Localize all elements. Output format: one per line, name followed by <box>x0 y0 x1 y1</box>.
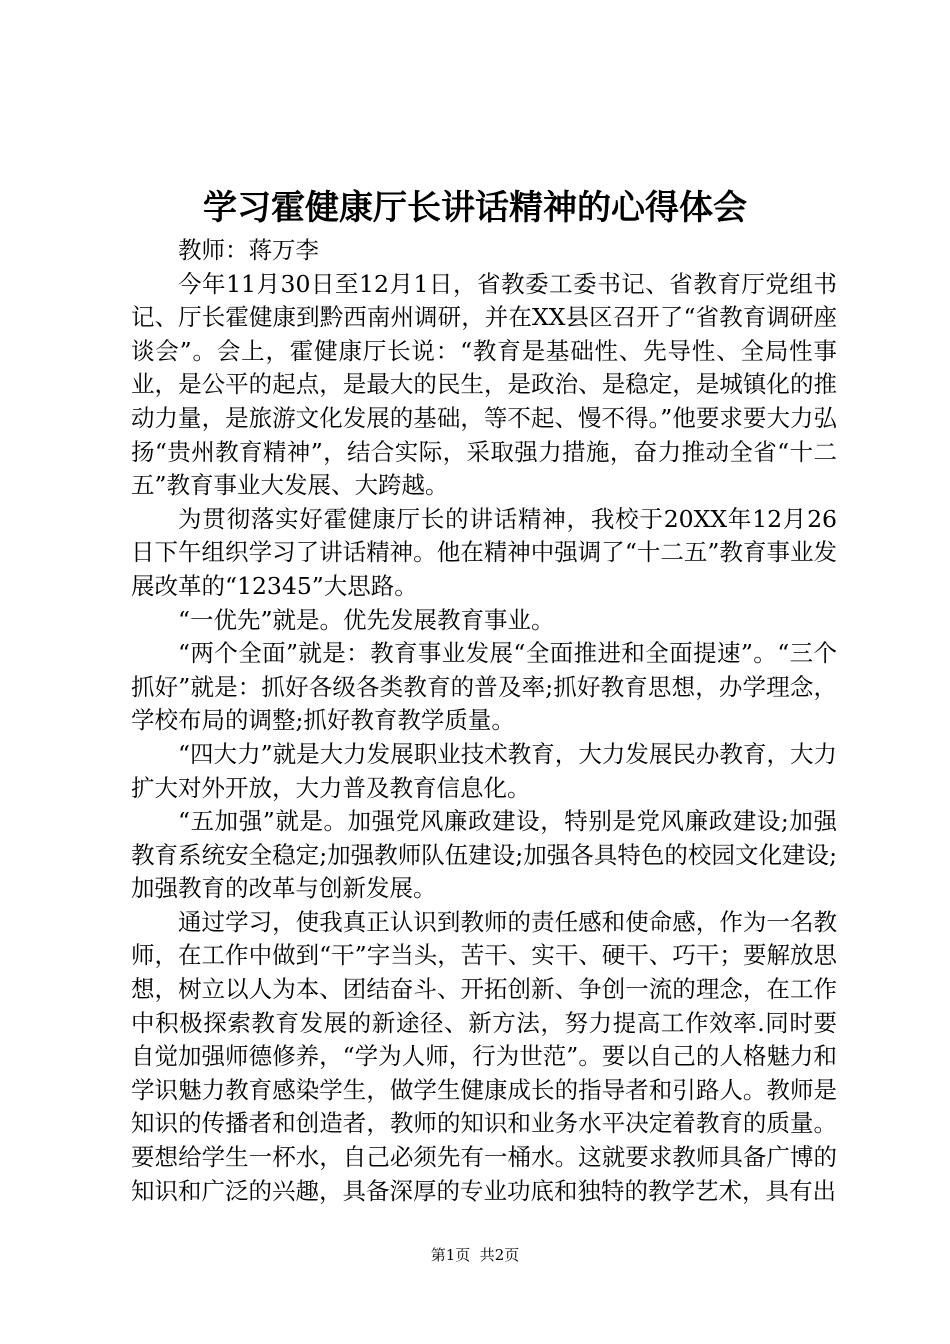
paragraph-3: “一优先”就是。优先发展教育事业。 <box>178 605 555 634</box>
paragraph-6: “五加强”就是。加强党风廉政建设，特别是党风廉政建设;加强教育系统安全稳定;加强教师队伍建设;加强各具特色的校园文化建设;加强教育的改革与创新发展。 <box>131 807 837 903</box>
document-title: 学习霍健康厅长讲话精神的心得体会 <box>203 188 747 228</box>
document-body <box>131 234 837 1208</box>
paragraph-4: “两个全面”就是：教育事业发展“全面推进和全面提速”。“三个抓好”就是：抓好各级各类教育的普及率;抓好教育思想，办学理念，学校布局的调整;抓好教育教学质量。 <box>131 639 837 735</box>
paragraph-7: 通过学习，使我真正认识到教师的责任感和使命感，作为一名教师，在工作中做到“干”字当头，苦干、实干、硬干、巧干；要解放思想，树立以人为本、团结奋斗、开拓创新、争创一流的理念，在工作中积极探索教育发展的新途径、新方法，努力提高工作效率.同时要自觉加强师德修养，“学为人师，行为世范”。要以自己的人格魅力和学识魅力教育感染学生，做学生健康成长的指导者和引路人。教师是知识的传播者和创造者，教师的知识和业务水平决定着教育的质量。要想给学生一杯水，自己必须先有一桶水。这就要求教师具备广博的知识和广泛的兴趣，具备深厚的专业功底和独特的教学艺术，具有出 <box>131 907 837 1205</box>
paragraph-2: 为贯彻落实好霍健康厅长的讲话精神，我校于20XX年12月26日下午组织学习了讲话精神。他在精神中强调了“十二五”教育事业发展改革的“12345”大思路。 <box>131 504 837 600</box>
author-line: 教师：蒋万李 <box>178 236 319 264</box>
paragraph-5: “四大力”就是大力发展职业技术教育，大力发展民办教育，大力扩大对外开放，大力普及教育信息化。 <box>131 739 837 802</box>
paragraph-1: 今年11月30日至12月1日，省教委工委书记、省教育厅党组书记、厅长霍健康到黔西南州调研，并在XX县区召开了“省教育调研座谈会”。会上，霍健康厅长说：“教育是基础性、先导性、全局性事业，是公平的起点，是最大的民生，是政治、是稳定，是城镇化的推动力量，是旅游文化发展的基础，等不起、慢不得。”他要求要大力弘扬“贵州教育精神”，结合实际，采取强力措施，奋力推动全省“十二五”教育事业大发展、大跨越。 <box>131 269 837 500</box>
page-footer: 第1页 共2页 <box>430 1246 520 1264</box>
